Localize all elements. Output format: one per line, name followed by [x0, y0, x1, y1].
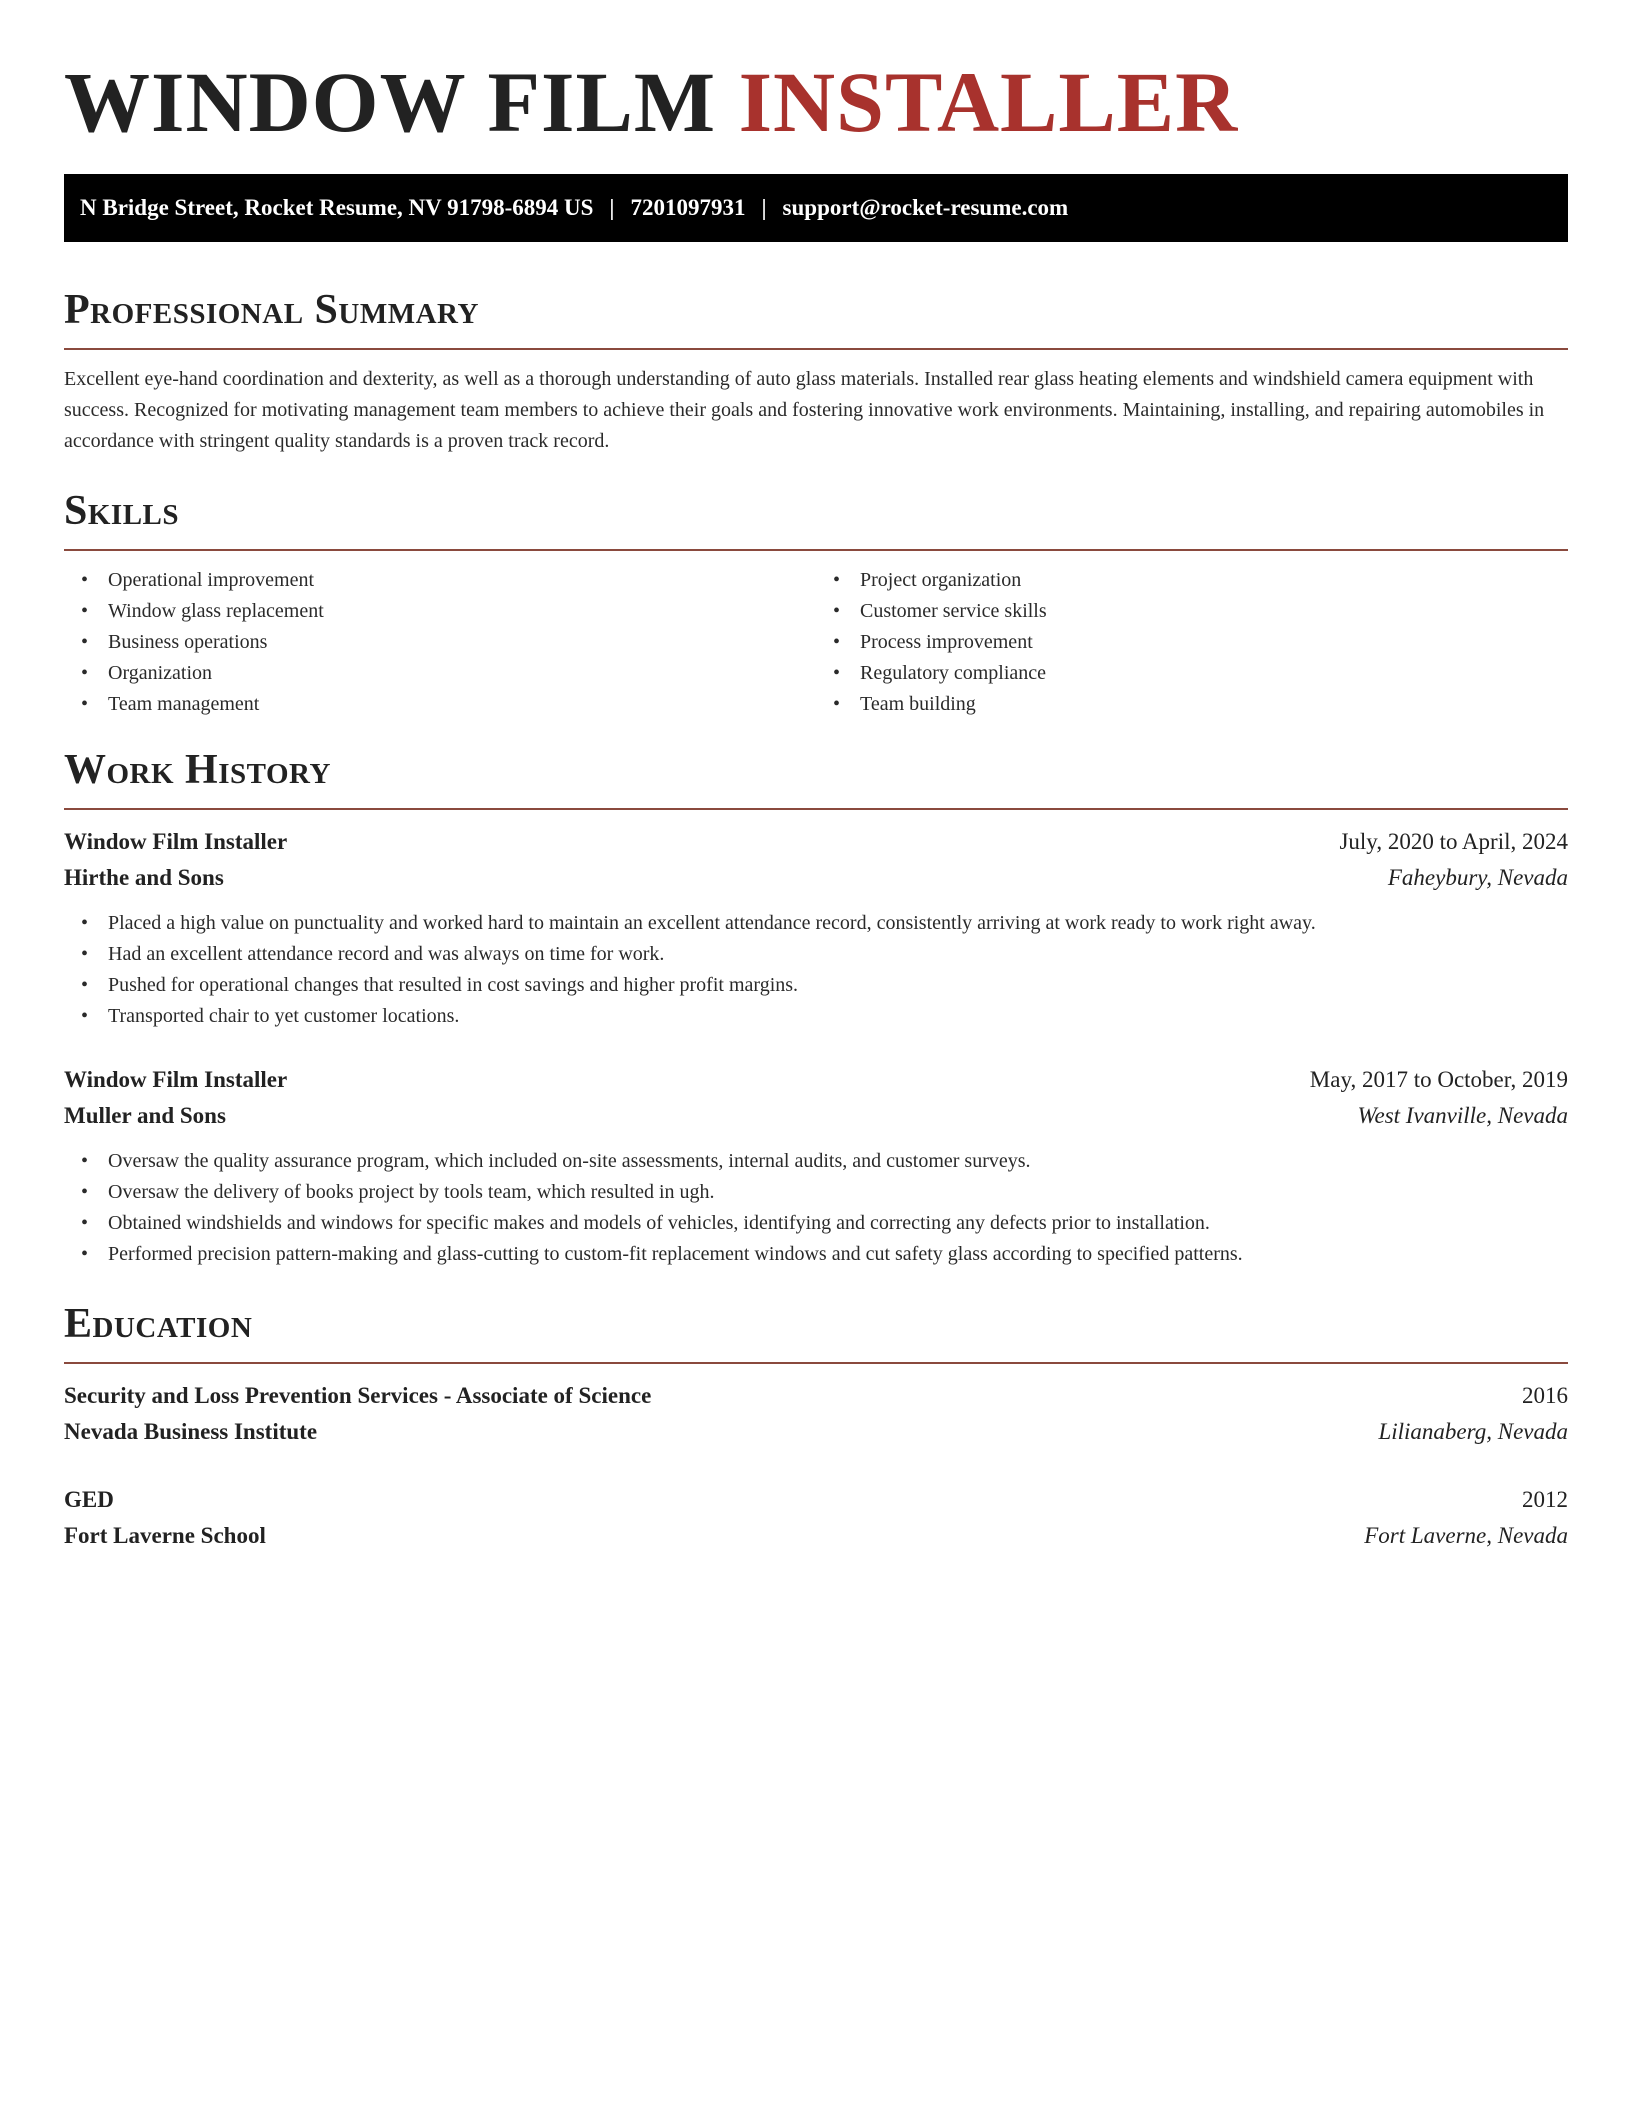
summary-heading: Professional Summary	[64, 287, 479, 333]
skill-item: • Organization	[108, 658, 816, 689]
work-history-heading: Work History	[64, 747, 331, 793]
education-entry	[64, 1378, 1568, 1450]
contact-email: support@rocket-resume.com	[782, 195, 1069, 220]
education-heading: Education	[64, 1301, 253, 1347]
resume-name	[64, 52, 1568, 152]
job-company-row	[64, 860, 1568, 896]
section-divider	[64, 549, 1568, 551]
job-entry	[64, 824, 1568, 1032]
education-school-row	[64, 1414, 1568, 1450]
skills-section	[64, 487, 1568, 720]
education-degree-row	[64, 1378, 1568, 1414]
job-dates: July, 2020 to April, 2024	[1339, 829, 1568, 854]
job-company: Muller and Sons	[64, 1103, 226, 1128]
skill-item: • Operational improvement	[108, 565, 816, 596]
job-location: Faheybury, Nevada	[1387, 865, 1568, 890]
education-year: 2016	[1522, 1383, 1568, 1408]
job-duties	[64, 1146, 1568, 1270]
contact-address: N Bridge Street, Rocket Resume, NV 91798-6894 US	[80, 195, 594, 220]
skill-item: • Team management	[108, 689, 816, 720]
section-divider	[64, 348, 1568, 350]
job-company-row	[64, 1098, 1568, 1134]
skills-columns	[64, 565, 1568, 720]
job-company: Hirthe and Sons	[64, 865, 224, 890]
job-title-row	[64, 824, 1568, 860]
job-location: West Ivanville, Nevada	[1357, 1103, 1568, 1128]
education-degree-row	[64, 1482, 1568, 1518]
contact-bar	[64, 174, 1568, 242]
duty-item: • Had an excellent attendance record and was always on time for work.	[108, 939, 1568, 970]
duty-item: • Performed precision pattern-making and glass-cutting to custom-fit replacement windows and cut safety glass according to specified patterns.	[108, 1239, 1568, 1270]
education-school: Fort Laverne School	[64, 1523, 266, 1548]
education-section	[64, 1300, 1568, 1554]
skill-item: • Process improvement	[860, 627, 1568, 658]
section-divider	[64, 808, 1568, 810]
education-school: Nevada Business Institute	[64, 1419, 318, 1444]
summary-text: Excellent eye-hand coordination and dexterity, as well as a thorough understanding of auto glass materials. Installed rear glass heating elements and windshield camera equipment with success. Recognized for motivating management team members to achieve their goals and fostering innovative work environments. Maintaining, installing, and repairing automobiles in accordance with stringent quality standards is a proven track record.	[64, 368, 1545, 452]
skill-item: • Customer service skills	[860, 596, 1568, 627]
contact-separator: |	[609, 195, 615, 220]
duty-item: • Placed a high value on punctuality and worked hard to maintain an excellent attendance record, consistently arriving at work ready to work right away.	[108, 908, 1568, 939]
skill-item: • Window glass replacement	[108, 596, 816, 627]
duty-item: • Obtained windshields and windows for specific makes and models of vehicles, identifying and correcting any defects prior to installation.	[108, 1208, 1568, 1239]
job-dates: May, 2017 to October, 2019	[1309, 1067, 1568, 1092]
skills-column-left	[64, 565, 816, 720]
job-position: Window Film Installer	[64, 1067, 288, 1092]
job-entry	[64, 1062, 1568, 1270]
duty-item: • Oversaw the delivery of books project by tools team, which resulted in ugh.	[108, 1177, 1568, 1208]
contact-separator: |	[761, 195, 767, 220]
education-location: Lilianaberg, Nevada	[1378, 1419, 1568, 1444]
education-entry	[64, 1482, 1568, 1554]
section-divider	[64, 1362, 1568, 1364]
contact-phone: 7201097931	[630, 195, 746, 220]
education-degree: GED	[64, 1487, 114, 1512]
skills-heading: Skills	[64, 488, 180, 534]
summary-section	[64, 286, 1568, 457]
education-school-row	[64, 1518, 1568, 1554]
skill-item: • Regulatory compliance	[860, 658, 1568, 689]
name-first: WINDOW FILM	[64, 54, 717, 150]
skill-item: • Business operations	[108, 627, 816, 658]
name-last: INSTALLER	[738, 54, 1239, 150]
work-history-section	[64, 746, 1568, 1270]
education-location: Fort Laverne, Nevada	[1364, 1523, 1568, 1548]
education-year: 2012	[1522, 1487, 1568, 1512]
duty-item: • Transported chair to yet customer locations.	[108, 1001, 1568, 1032]
job-title-row	[64, 1062, 1568, 1098]
skill-item: • Project organization	[860, 565, 1568, 596]
job-position: Window Film Installer	[64, 829, 288, 854]
job-duties	[64, 908, 1568, 1032]
education-degree: Security and Loss Prevention Services - Associate of Science	[64, 1383, 652, 1408]
skill-item: • Team building	[860, 689, 1568, 720]
duty-item: • Oversaw the quality assurance program, which included on-site assessments, internal audits, and customer surveys.	[108, 1146, 1568, 1177]
duty-item: • Pushed for operational changes that resulted in cost savings and higher profit margins.	[108, 970, 1568, 1001]
skills-column-right	[816, 565, 1568, 720]
